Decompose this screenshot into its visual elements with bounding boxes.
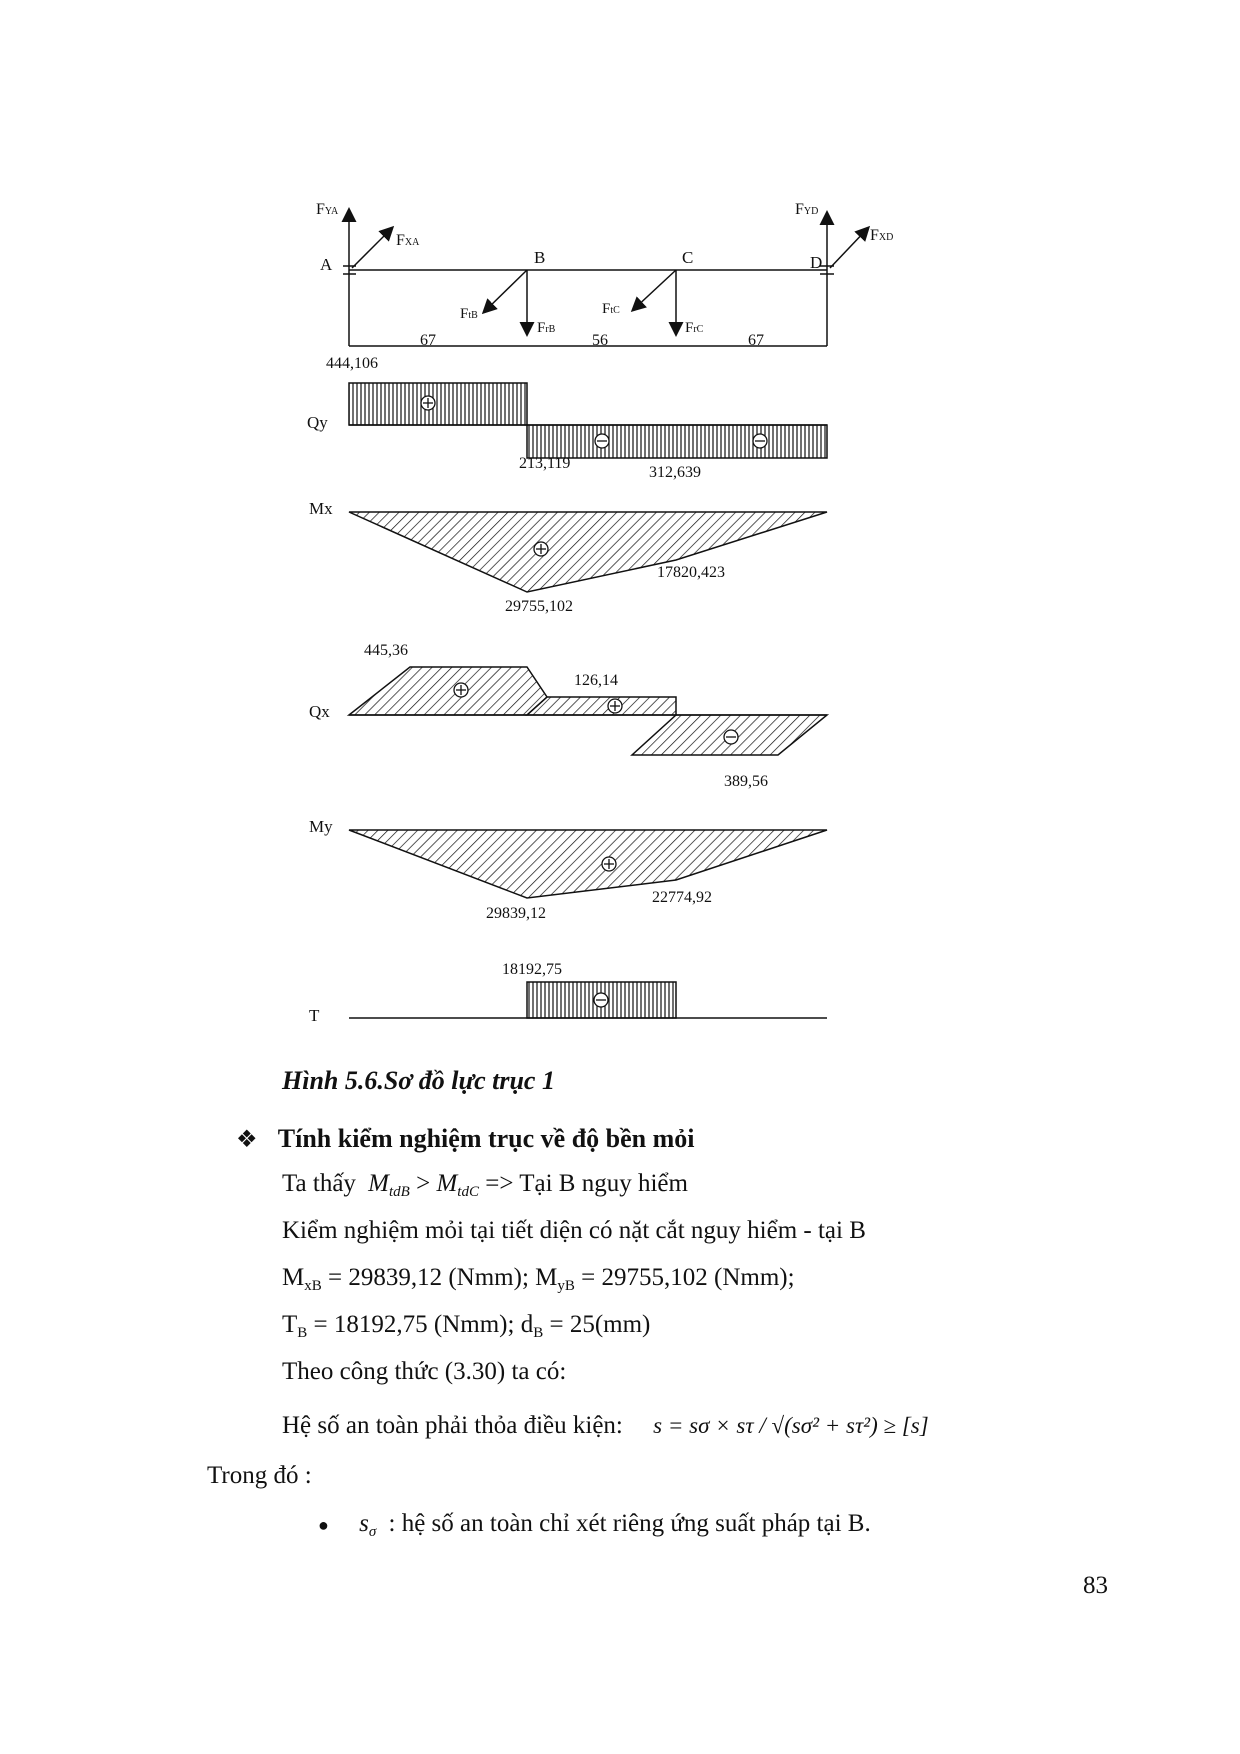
mx-peak-value: 29755,102: [505, 598, 573, 615]
frc-label: FrC: [685, 320, 704, 336]
diamond-bullet-icon: ❖: [236, 1127, 258, 1153]
node-a-label: A: [320, 255, 333, 274]
span-ab: 67: [420, 332, 436, 349]
line-comparison: Ta thấy $M_{tdB} > M_{tdC}$ => Tại B nguy hiểm: [282, 1170, 688, 1200]
fxd-arrow: [830, 228, 868, 268]
minus-sign: [724, 730, 738, 744]
bullet-dot-icon: ●: [318, 1515, 329, 1535]
section-heading: Tính kiểm nghiệm trục về độ bền mỏi: [277, 1124, 695, 1153]
minus-sign: [595, 434, 609, 448]
plus-sign: [421, 396, 435, 410]
plus-sign: [534, 542, 548, 556]
my-c-value: 22774,92: [652, 889, 712, 906]
qy-label: Qy: [307, 413, 328, 432]
my-peak-value: 29839,12: [486, 905, 546, 922]
node-c-label: C: [682, 248, 694, 267]
qx-right-value: 389,56: [724, 773, 768, 790]
mx-shape: [349, 512, 827, 592]
fxa-label: FXA: [396, 232, 420, 249]
fxa-arrow: [352, 228, 392, 268]
qy-negative-block: [527, 425, 827, 458]
ftc-arrow: [633, 270, 676, 310]
page-number: 83: [1083, 1572, 1108, 1599]
line-check-section: Kiểm nghiệm mỏi tại tiết diện có nặt cắt nguy hiểm - tại B: [282, 1217, 866, 1244]
line-torque: $T_B = 18192,75$ (Nmm); $d_B = 25(mm)$: [282, 1311, 651, 1341]
qx-label: Qx: [309, 702, 330, 721]
qy-diagram: [307, 355, 827, 481]
my-label: My: [309, 817, 333, 836]
safety-formula: s = sσ × sτ / √(sσ² + sτ²) ≥ [s]: [653, 1413, 929, 1438]
qx-segment-1: [349, 667, 547, 715]
plus-sign: [454, 683, 468, 697]
qx-diagram: [309, 642, 827, 790]
span-bc: 56: [592, 332, 608, 349]
section-heading-row: [236, 1124, 695, 1154]
node-d-label: D: [810, 253, 823, 272]
fya-label: FYA: [316, 201, 339, 218]
node-b-label: B: [534, 248, 546, 267]
minus-sign: [753, 434, 767, 448]
plus-sign: [602, 857, 616, 871]
ftc-label: FtC: [602, 301, 620, 317]
t-value: 18192,75: [502, 961, 562, 978]
my-diagram: [309, 817, 827, 922]
qy-positive-block: [349, 383, 527, 425]
mx-diagram: [309, 499, 827, 615]
minus-sign: [594, 993, 608, 1007]
qx-mid-value: 126,14: [574, 672, 618, 689]
qx-segment-2: [527, 697, 676, 715]
fxd-label: FXD: [870, 227, 894, 244]
mx-label: Mx: [309, 499, 333, 518]
line-safety-condition: Hệ số an toàn phải thỏa điều kiện: s = sσ × sτ / √(sσ² + sτ²) ≥ [s]: [282, 1412, 929, 1439]
ftb-arrow: [484, 270, 527, 312]
line-formula-ref: Theo công thức (3.30) ta có:: [282, 1358, 567, 1385]
mx-c-value: 17820,423: [657, 564, 725, 581]
my-shape: [349, 830, 827, 898]
qx-left-value: 445,36: [364, 642, 408, 659]
t-diagram: [309, 961, 827, 1025]
loading-scheme: [316, 201, 893, 349]
span-cd: 67: [748, 332, 764, 349]
qy-mid-value: 213,119: [519, 455, 571, 472]
bullet-item: ● $s_\sigma$ : hệ số an toàn chỉ xét riêng ứng suất pháp tại B.: [318, 1510, 871, 1540]
plus-sign: [608, 699, 622, 713]
qy-right-value: 312,639: [649, 464, 701, 481]
line-moments: $M_{xB} = 29839,12$ (Nmm); $M_{yB} = 29755,102$ (Nmm);: [282, 1264, 795, 1294]
figure-caption: Hình 5.6.Sơ đồ lực trục 1: [282, 1066, 555, 1095]
line-where: Trong đó :: [207, 1462, 312, 1489]
frb-label: FrB: [537, 320, 556, 336]
qy-left-value: 444,106: [326, 355, 378, 372]
ftb-label: FtB: [460, 306, 478, 322]
fyd-label: FYD: [795, 201, 819, 218]
t-label: T: [309, 1006, 320, 1025]
